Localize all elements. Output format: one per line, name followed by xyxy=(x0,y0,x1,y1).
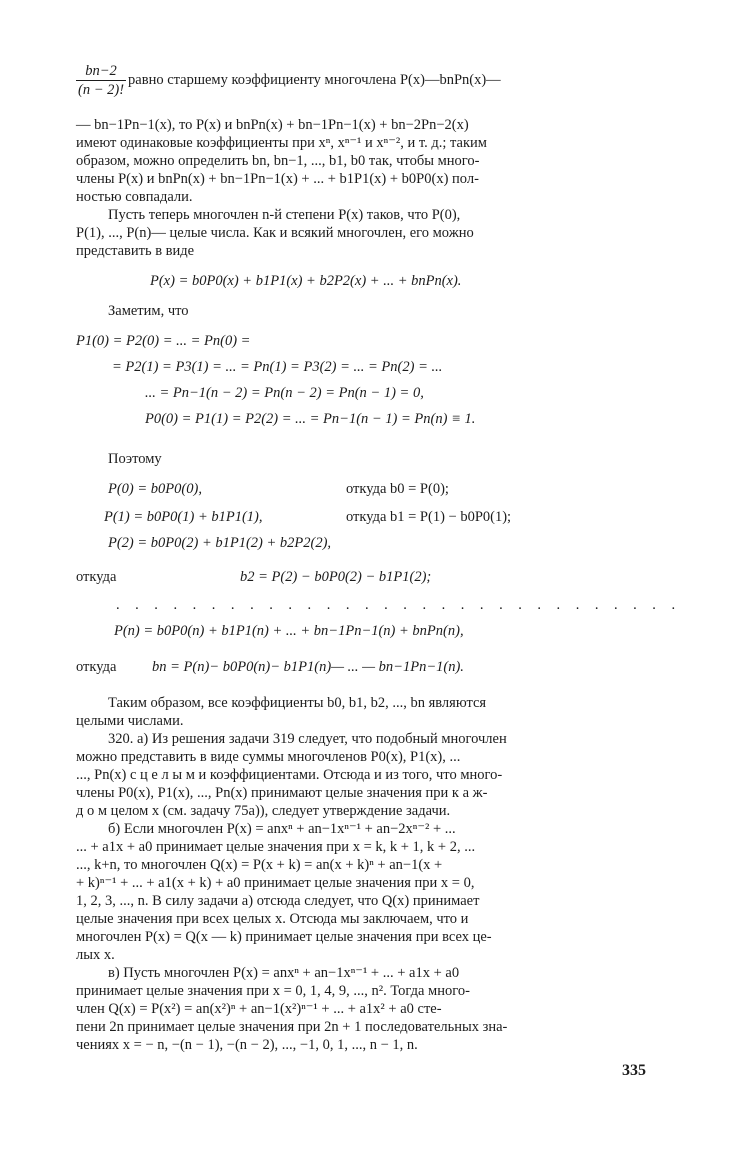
text-line: Заметим, что xyxy=(108,303,189,319)
formula-line: P(1) = b0P0(1) + b1P1(1), xyxy=(104,509,263,525)
formula-line: = P2(1) = P3(1) = ... = Pn(1) = P3(2) = ... = Pn(2) = ... xyxy=(112,359,443,375)
fraction-b-n-2 xyxy=(76,62,126,99)
text-line: целыми числами. xyxy=(76,713,184,729)
text-line: ностью совпадали. xyxy=(76,189,193,205)
formula-line: P(2) = b0P0(2) + b1P1(2) + b2P2(2), xyxy=(108,535,332,551)
line-text: равно старшему коэффициенту многочлена P(x)—bnPn(x)— xyxy=(128,71,501,88)
formula-line: P(0) = b0P0(0), xyxy=(108,481,202,497)
text-line: ... + a1x + a0 принимает целые значения при x = k, k + 1, k + 2, ... xyxy=(76,839,476,855)
problem-320-heading: 320. а) Из решения задачи 319 следует, что подобный многочлен xyxy=(108,731,507,747)
text-line: ..., k+n, то многочлен Q(x) = P(x + k) = an(x + k)ⁿ + an−1(x + xyxy=(76,857,443,873)
text-line: член Q(x) = P(x²) = an(x²)ⁿ + an−1(x²)ⁿ⁻¹ + ... + a1x² + a0 сте- xyxy=(76,1001,442,1017)
text-line: откуда xyxy=(76,659,117,675)
formula-line: P0(0) = P1(1) = P2(2) = ... = Pn−1(n − 1) = Pn(n) ≡ 1. xyxy=(145,411,476,427)
text-line: откуда b0 = P(0); xyxy=(346,481,449,497)
fraction-numerator: bn−2 xyxy=(76,62,126,81)
text-line: лых x. xyxy=(76,947,115,963)
text-line: члены P(x) и bnPn(x) + bn−1Pn−1(x) + ... + b1P1(x) + b0P0(x) пол- xyxy=(76,171,479,187)
text-line: в) Пусть многочлен P(x) = anxⁿ + an−1xⁿ⁻¹ + ... + a1x + a0 xyxy=(108,965,460,981)
text-line: Таким образом, все коэффициенты b0, b1, b2, ..., bn являются xyxy=(108,695,487,711)
text-line: P(1), ..., P(n)— целые числа. Как и всякий многочлен, его можно xyxy=(76,225,474,241)
formula-expansion: P(x) = b0P0(x) + b1P1(x) + b2P2(x) + ... + bnPn(x). xyxy=(150,273,462,289)
page-number: 335 xyxy=(622,1062,646,1079)
formula-line: P1(0) = P2(0) = ... = Pn(0) = xyxy=(76,333,251,349)
ellipsis-row: . . . . . . . . . . . . . . . . . . . . . . . . . . . . . . xyxy=(116,597,682,613)
text-line: ..., Pn(x) с ц е л ы м и коэффициентами. Отсюда и из того, что много- xyxy=(76,767,503,783)
text-line: члены P0(x), P1(x), ..., Pn(x) принимают целые значения при к а ж- xyxy=(76,785,488,801)
text-line: д о м целом x (см. задачу 75а)), следует утверждение задачи. xyxy=(76,803,451,819)
text-line: пени 2n принимает целые значения при 2n + 1 последовательных зна- xyxy=(76,1019,508,1035)
text-line: Пусть теперь многочлен n-й степени P(x) таков, что P(0), xyxy=(108,207,461,223)
text-line: откуда b1 = P(1) − b0P0(1); xyxy=(346,509,512,525)
formula-line: P(n) = b0P0(n) + b1P1(n) + ... + bn−1Pn−1(n) + bnPn(n), xyxy=(114,623,464,639)
text-line: имеют одинаковые коэффициенты при xⁿ, xⁿ⁻¹ и xⁿ⁻², и т. д.; таким xyxy=(76,135,487,151)
formula-line: ... = Pn−1(n − 2) = Pn(n − 2) = Pn(n − 1) = 0, xyxy=(145,385,424,401)
text-line: чениях x = − n, −(n − 1), −(n − 2), ..., −1, 0, 1, ..., n − 1, n. xyxy=(76,1037,418,1053)
text-line: целые значения при всех целых x. Отсюда мы заключаем, что и xyxy=(76,911,469,927)
text-line: многочлен P(x) = Q(x — k) принимает целые значения при всех це- xyxy=(76,929,492,945)
text-line: представить в виде xyxy=(76,243,195,259)
text-line: — bn−1Pn−1(x), то P(x) и bnPn(x) + bn−1Pn−1(x) + bn−2Pn−2(x) xyxy=(76,117,469,133)
text-line: + k)ⁿ⁻¹ + ... + a1(x + k) + a0 принимает целые значения при x = 0, xyxy=(76,875,475,891)
fraction-denominator: (n − 2)! xyxy=(78,82,125,98)
formula-line: bn = P(n)− b0P0(n)− b1P1(n)— ... — bn−1Pn−1(n). xyxy=(152,659,464,675)
text-line: 1, 2, 3, ..., n. В силу задачи а) отсюда следует, что Q(x) принимает xyxy=(76,893,480,909)
text-line: образом, можно определить bn, bn−1, ..., b1, b0 так, чтобы много- xyxy=(76,153,480,169)
text-line: б) Если многочлен P(x) = anxⁿ + an−1xⁿ⁻¹ + an−2xⁿ⁻² + ... xyxy=(108,821,456,837)
text-line: Поэтому xyxy=(108,451,162,467)
text-line: откуда xyxy=(76,569,117,585)
text-line: принимает целые значения при x = 0, 1, 4, 9, ..., n². Тогда много- xyxy=(76,983,470,999)
text-line: можно представить в виде суммы многочленов P0(x), P1(x), ... xyxy=(76,749,461,765)
text-line-1 xyxy=(76,62,501,99)
formula-line: b2 = P(2) − b0P0(2) − b1P1(2); xyxy=(240,569,432,585)
